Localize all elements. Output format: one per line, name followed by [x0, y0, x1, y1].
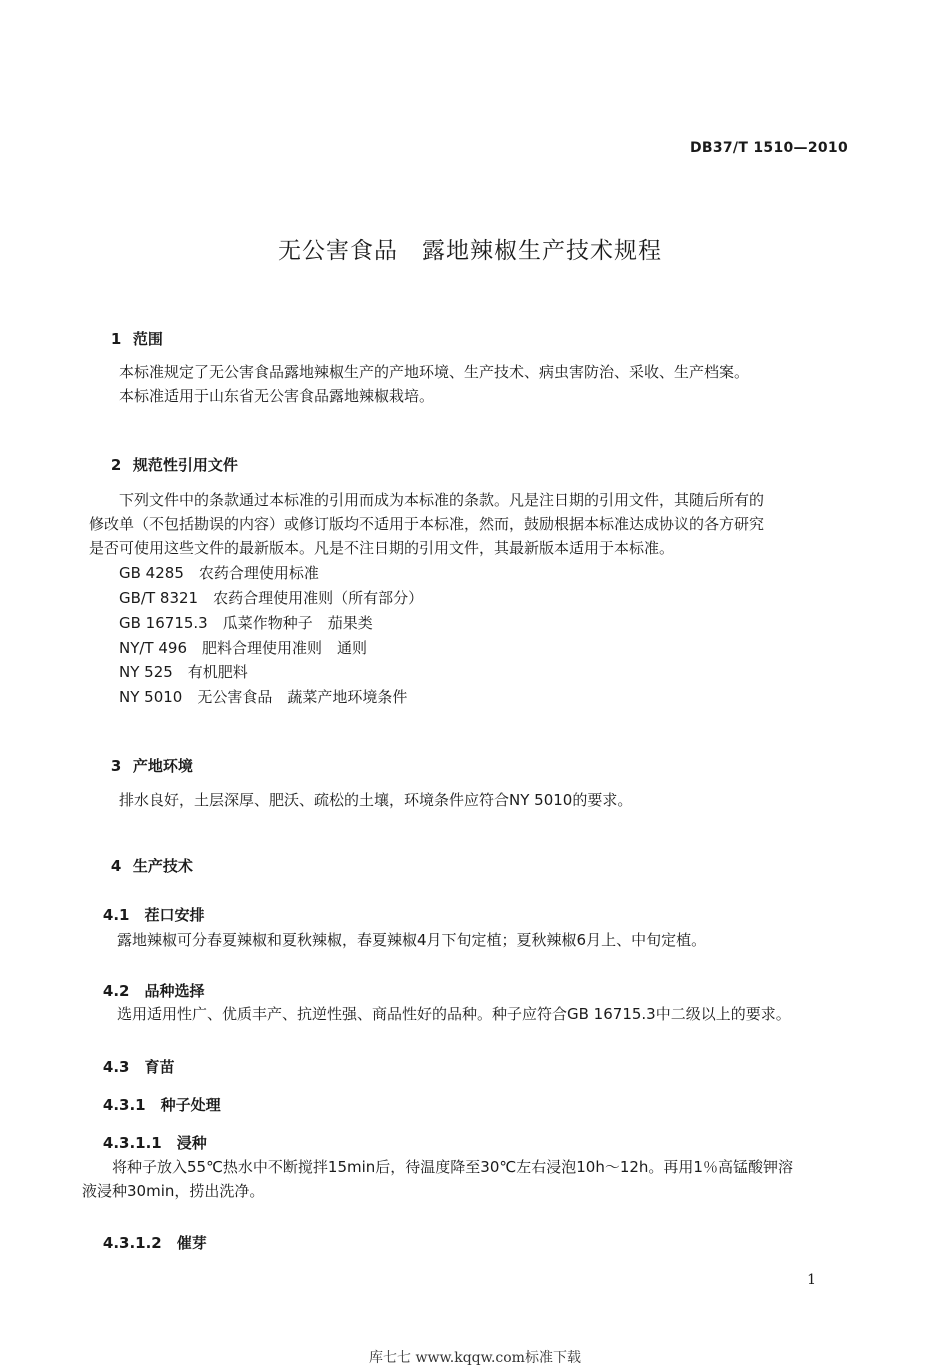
- subsection-heading-germination: [82, 1214, 207, 1271]
- document-title: 无公害食品 露地辣椒生产技术规程: [278, 238, 662, 264]
- section-title: 规范性引用文件: [132, 456, 238, 474]
- section-number: 4: [110, 857, 122, 875]
- section-number: 2: [110, 456, 122, 474]
- section-number: 3: [110, 757, 122, 775]
- paragraph-line: 排水良好，土层深厚、肥沃、疏松的土壤，环境条件应符合NY 5010的要求。: [119, 791, 633, 809]
- footer-watermark-text: 库七七 www.kqqw.com标准下载: [369, 1350, 581, 1366]
- section-title: 茬口安排: [144, 906, 205, 924]
- section-heading-environment: [90, 737, 193, 794]
- standard-code: DB37/T 1510—2010: [689, 140, 848, 156]
- paragraph-line: 下列文件中的条款通过本标准的引用而成为本标准的条款。凡是注日期的引用文件，其随后所有的: [119, 491, 765, 509]
- reference-item: GB/T 8321 农药合理使用准则（所有部分）: [119, 589, 424, 607]
- section-number: 4.3.1.2: [102, 1234, 162, 1252]
- section-title: 产地环境: [132, 757, 193, 775]
- page-number: 1: [807, 1272, 816, 1288]
- section-number: 4.1: [102, 906, 130, 924]
- section-number: 4.3.1: [102, 1096, 146, 1114]
- section-number: 4.3: [102, 1058, 130, 1076]
- paragraph-line: 将种子放入55℃热水中不断搅拌15min后，待温度降至30℃左右浸泡10h～12h。再用1％高锰酸钾溶: [112, 1158, 793, 1176]
- paragraph-line: 本标准规定了无公害食品露地辣椒生产的产地环境、生产技术、病虫害防治、采收、生产档案。: [119, 363, 750, 381]
- section-title: 催芽: [176, 1234, 207, 1252]
- section-number: 4.3.1.1: [102, 1134, 162, 1152]
- section-heading-normative-references: [90, 436, 238, 493]
- paragraph-line: 露地辣椒可分春夏辣椒和夏秋辣椒，春夏辣椒4月下旬定植；夏秋辣椒6月上、中旬定植。: [117, 931, 707, 949]
- paragraph-line: 液浸种30min，捞出洗净。: [82, 1182, 265, 1200]
- paragraph-line: 修改单（不包括勘误的内容）或修订版均不适用于本标准，然而，鼓励根据本标准达成协议的各方研究: [89, 515, 765, 533]
- reference-item: NY 525 有机肥料: [119, 663, 248, 681]
- section-title: 生产技术: [132, 857, 193, 875]
- section-number: 4.2: [102, 982, 130, 1000]
- section-number: 1: [110, 330, 122, 348]
- reference-item: GB 4285 农药合理使用标准: [119, 564, 319, 582]
- paragraph-line: 选用适用性广、优质丰产、抗逆性强、商品性好的品种。种子应符合GB 16715.3中二级以上的要求。: [117, 1005, 791, 1023]
- section-heading-scope: [90, 310, 163, 367]
- reference-item: GB 16715.3 瓜菜作物种子 茄果类: [119, 614, 373, 632]
- paragraph-line: 本标准适用于山东省无公害食品露地辣椒栽培。: [119, 387, 435, 405]
- section-title: 育苗: [144, 1058, 175, 1076]
- section-title: 范围: [132, 330, 163, 348]
- section-title: 种子处理: [160, 1096, 221, 1114]
- section-title: 浸种: [176, 1134, 207, 1152]
- section-title: 品种选择: [144, 982, 205, 1000]
- reference-item: NY 5010 无公害食品 蔬菜产地环境条件: [119, 688, 408, 706]
- reference-item: NY/T 496 肥料合理使用准则 通则: [119, 639, 367, 657]
- paragraph-line: 是否可使用这些文件的最新版本。凡是不注日期的引用文件，其最新版本适用于本标准。: [89, 539, 675, 557]
